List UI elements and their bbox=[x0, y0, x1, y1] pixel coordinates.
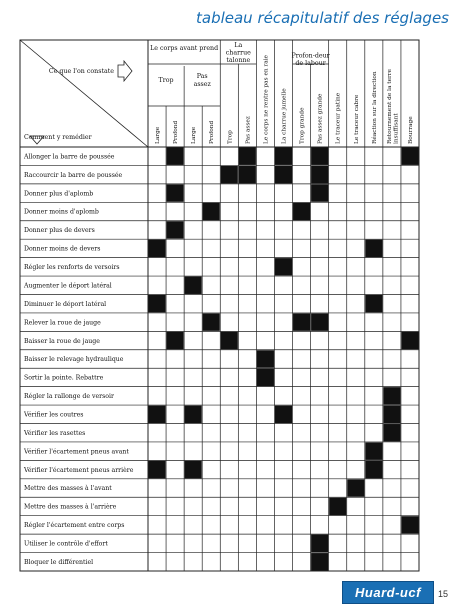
filled-cell bbox=[149, 240, 166, 257]
row-label: Régler les renforts de versoirs bbox=[24, 264, 120, 272]
filled-cell bbox=[347, 479, 364, 496]
row-label: Allonger la barre de poussée bbox=[24, 153, 115, 161]
row-label: Régler la rallonge de versoir bbox=[24, 393, 114, 401]
huard-logo: Huard-ucf bbox=[342, 581, 434, 604]
filled-cell bbox=[311, 148, 328, 165]
filled-cell bbox=[257, 350, 274, 367]
row-label: Vérifier l'écartement pneus avant bbox=[24, 448, 129, 456]
column-label: Pas assez grande bbox=[317, 93, 324, 144]
filled-cell bbox=[185, 277, 202, 294]
filled-cell bbox=[149, 406, 166, 423]
row-label: Donner moins de devers bbox=[24, 245, 101, 253]
filled-cell bbox=[203, 313, 220, 330]
row-label: Utiliser le contrôle d'effort bbox=[24, 540, 108, 548]
filled-cell bbox=[185, 406, 202, 423]
filled-cell bbox=[383, 424, 400, 441]
filled-cell bbox=[383, 406, 400, 423]
filled-cell bbox=[275, 406, 292, 423]
filled-cell bbox=[185, 461, 202, 478]
row-label: Raccourcir la barre de poussée bbox=[24, 171, 123, 179]
row-label: Vérifier les rasettes bbox=[24, 429, 86, 437]
filled-cell bbox=[239, 166, 256, 183]
corner-diagonal bbox=[20, 40, 148, 147]
column-label: Le traceur patine bbox=[335, 92, 342, 144]
column-label: Profond bbox=[173, 120, 180, 144]
corner-label-constat: Ce que l'on constate bbox=[48, 68, 114, 75]
row-label: Mettre des masses à l'arrière bbox=[24, 503, 117, 511]
column-label: Pas assez bbox=[245, 116, 252, 144]
filled-cell bbox=[257, 369, 274, 386]
filled-cell bbox=[311, 166, 328, 183]
row-label: Régler l'écartement entre corps bbox=[24, 522, 125, 530]
column-label: Retournement de la terreinsuffisant bbox=[386, 69, 400, 144]
filled-cell bbox=[275, 148, 292, 165]
filled-cell bbox=[365, 295, 382, 312]
filled-cell bbox=[167, 332, 184, 349]
corner-label-remede: Comment y remédier bbox=[24, 134, 92, 141]
filled-cell bbox=[311, 535, 328, 552]
column-label: Le corps ne rentre pas en raie bbox=[263, 55, 270, 144]
filled-cell bbox=[311, 184, 328, 201]
page-title: tableau récapitulatif des réglages bbox=[196, 9, 450, 27]
filled-cell bbox=[275, 166, 292, 183]
filled-cell bbox=[293, 203, 310, 220]
row-label: Donner moins d'aplomb bbox=[24, 208, 99, 216]
filled-cell bbox=[293, 313, 310, 330]
column-label: Trop bbox=[227, 130, 234, 144]
group-label: Le corps avant prend bbox=[150, 45, 219, 52]
row-label: Baisser le relevage hydraulique bbox=[24, 356, 124, 364]
column-label: Bourrage bbox=[407, 116, 414, 144]
row-label: Vérifier l'écartement pneus arrière bbox=[24, 466, 134, 474]
group-label: La charrue talonne bbox=[225, 42, 251, 64]
filled-cell bbox=[221, 166, 238, 183]
filled-cell bbox=[221, 332, 238, 349]
row-label: Donner plus de devers bbox=[24, 227, 95, 235]
filled-cell bbox=[365, 240, 382, 257]
column-label: La charrue jumelle bbox=[281, 88, 288, 144]
filled-cell bbox=[401, 148, 418, 165]
arrow-right-icon bbox=[118, 61, 132, 81]
column-label: Réaction sur la direction bbox=[371, 71, 378, 144]
row-label: Bloquer le différentiel bbox=[24, 558, 94, 566]
filled-cell bbox=[167, 184, 184, 201]
filled-cell bbox=[383, 387, 400, 404]
row-label: Sortir la pointe. Rebattre bbox=[24, 374, 104, 382]
row-label: Mettre des masses à l'avant bbox=[24, 485, 112, 493]
filled-cell bbox=[203, 203, 220, 220]
filled-cell bbox=[311, 553, 328, 570]
filled-cell bbox=[149, 461, 166, 478]
filled-cell bbox=[311, 313, 328, 330]
column-label: Le traceur cabre bbox=[353, 94, 360, 144]
column-label: Large bbox=[155, 126, 162, 144]
filled-cell bbox=[167, 148, 184, 165]
row-label: Donner plus d'aplomb bbox=[24, 190, 94, 198]
filled-cell bbox=[239, 148, 256, 165]
group-label: Profon-deur de labour bbox=[291, 52, 330, 67]
column-label: Profond bbox=[209, 120, 216, 144]
filled-cell bbox=[275, 258, 292, 275]
filled-cell bbox=[149, 295, 166, 312]
page-number: 15 bbox=[438, 589, 449, 599]
column-label: Large bbox=[191, 126, 198, 144]
column-label: Trop grande bbox=[299, 107, 306, 144]
subgroup-label: Pas assez bbox=[193, 73, 211, 88]
row-label: Diminuer le déport latéral bbox=[24, 300, 107, 308]
subgroup-label: Trop bbox=[158, 77, 174, 84]
filled-cell bbox=[365, 461, 382, 478]
row-label: Baisser la roue de jauge bbox=[24, 337, 100, 345]
row-label: Vérifier les coutres bbox=[24, 411, 84, 419]
filled-cell bbox=[167, 221, 184, 238]
filled-cell bbox=[401, 516, 418, 533]
row-label: Relever la roue de jauge bbox=[24, 319, 101, 327]
filled-cell bbox=[365, 442, 382, 459]
filled-cell bbox=[329, 498, 346, 515]
filled-cell bbox=[401, 332, 418, 349]
row-label: Augmenter le déport latéral bbox=[24, 282, 112, 290]
